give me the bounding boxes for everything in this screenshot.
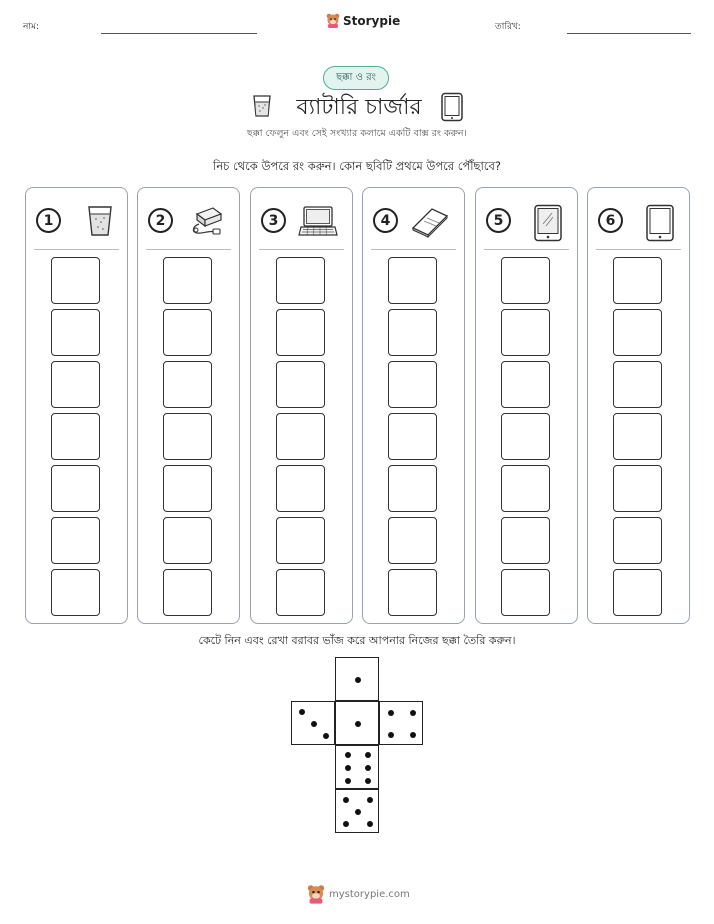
column-5: [475, 187, 578, 624]
color-box[interactable]: [388, 465, 437, 512]
color-box[interactable]: [276, 413, 325, 460]
column-number: 6: [598, 208, 623, 233]
column-4: [362, 187, 465, 624]
color-box[interactable]: [51, 517, 100, 564]
date-line: [567, 33, 691, 34]
footer-website[interactable]: mystorypie.com: [329, 888, 410, 900]
color-box[interactable]: [276, 517, 325, 564]
die-face-4: [379, 701, 423, 745]
color-box[interactable]: [613, 257, 662, 304]
color-box[interactable]: [388, 361, 437, 408]
brand-name: Storypie: [343, 13, 401, 28]
color-box[interactable]: [163, 309, 212, 356]
laptop-icon: [298, 204, 338, 238]
charger-plug-icon: [189, 204, 225, 238]
column-divider: [484, 249, 569, 250]
subtitle: ছক্কা ফেলুন এবং সেই সংখ্যার কলামে একটি বাক্স রং করুন।: [247, 128, 467, 139]
die-pip: [345, 765, 351, 771]
column-3: [250, 187, 353, 624]
die-face-6: [335, 745, 379, 789]
color-box[interactable]: [501, 569, 550, 616]
date-label: তারিখ:: [495, 22, 521, 32]
color-box[interactable]: [276, 465, 325, 512]
color-box[interactable]: [163, 517, 212, 564]
brand-logo: [326, 13, 400, 28]
footer: [307, 884, 410, 904]
column-divider: [371, 249, 456, 250]
color-box[interactable]: [388, 309, 437, 356]
color-box[interactable]: [388, 569, 437, 616]
tablet-icon: [533, 204, 563, 242]
column-divider: [146, 249, 231, 250]
die-pip: [365, 765, 371, 771]
die-pip: [410, 732, 416, 738]
color-box[interactable]: [613, 309, 662, 356]
die-pip: [345, 752, 351, 758]
column-divider: [259, 249, 344, 250]
instruction: নিচ থেকে উপরে রং করুন। কোন ছবিটি প্রথমে উপরে পৌঁছাবে?: [213, 159, 501, 173]
die-pip: [323, 733, 329, 739]
color-box[interactable]: [501, 309, 550, 356]
column-number: 3: [261, 208, 286, 233]
die-pip: [355, 809, 361, 815]
die-pip: [388, 710, 394, 716]
column-divider: [34, 249, 119, 250]
notebook-icon: [410, 204, 450, 238]
cut-instruction: কেটে নিন এবং রেখা বরাবর ভাঁজ করে আপনার নিজের ছক্কা তৈরি করুন।: [198, 634, 516, 647]
die-pip: [311, 721, 317, 727]
die-pip: [343, 821, 349, 827]
color-box[interactable]: [51, 309, 100, 356]
color-box[interactable]: [51, 257, 100, 304]
die-pip: [345, 778, 351, 784]
color-box[interactable]: [163, 361, 212, 408]
name-label: নাম:: [23, 22, 40, 32]
bear-icon: [326, 13, 340, 28]
color-box[interactable]: [388, 517, 437, 564]
die-pip: [388, 732, 394, 738]
column-number: 2: [148, 208, 173, 233]
column-6: [587, 187, 690, 624]
tablet-icon: [440, 92, 464, 122]
color-box[interactable]: [163, 465, 212, 512]
die-face-5: [335, 789, 379, 833]
die-pip: [299, 709, 305, 715]
color-box[interactable]: [501, 465, 550, 512]
color-box[interactable]: [501, 257, 550, 304]
color-box[interactable]: [51, 465, 100, 512]
color-box[interactable]: [388, 413, 437, 460]
color-box[interactable]: [163, 413, 212, 460]
die-face-1: [335, 657, 379, 701]
die-pip: [365, 752, 371, 758]
tablet-icon: [645, 204, 675, 242]
die-pip: [367, 821, 373, 827]
column-number: 5: [486, 208, 511, 233]
color-box[interactable]: [276, 309, 325, 356]
color-box[interactable]: [613, 361, 662, 408]
color-box[interactable]: [613, 413, 662, 460]
column-divider: [596, 249, 681, 250]
glass-of-water-icon: [87, 204, 113, 238]
color-box[interactable]: [276, 361, 325, 408]
color-box[interactable]: [613, 517, 662, 564]
column-number: 1: [36, 208, 61, 233]
color-box[interactable]: [51, 413, 100, 460]
die-face-1: [335, 701, 379, 745]
color-box[interactable]: [501, 361, 550, 408]
color-box[interactable]: [501, 517, 550, 564]
die-pip: [367, 797, 373, 803]
glass-icon: [252, 94, 272, 118]
die-pip: [343, 797, 349, 803]
color-box[interactable]: [276, 569, 325, 616]
color-box[interactable]: [51, 569, 100, 616]
color-box[interactable]: [613, 465, 662, 512]
die-pip: [355, 677, 361, 683]
page-title: ব্যাটারি চার্জার: [296, 95, 422, 120]
color-box[interactable]: [163, 569, 212, 616]
die-pip: [365, 778, 371, 784]
die-face-3: [291, 701, 335, 745]
die-pip: [355, 721, 361, 727]
column-1: [25, 187, 128, 624]
color-box[interactable]: [501, 413, 550, 460]
color-box[interactable]: [388, 257, 437, 304]
name-line: [101, 33, 257, 34]
color-box[interactable]: [276, 257, 325, 304]
bear-icon: [307, 884, 325, 904]
column-2: [137, 187, 240, 624]
column-number: 4: [373, 208, 398, 233]
color-box[interactable]: [613, 569, 662, 616]
color-box[interactable]: [51, 361, 100, 408]
color-box[interactable]: [163, 257, 212, 304]
worksheet-tag: ছক্কা ও রং: [323, 66, 389, 90]
die-pip: [410, 710, 416, 716]
